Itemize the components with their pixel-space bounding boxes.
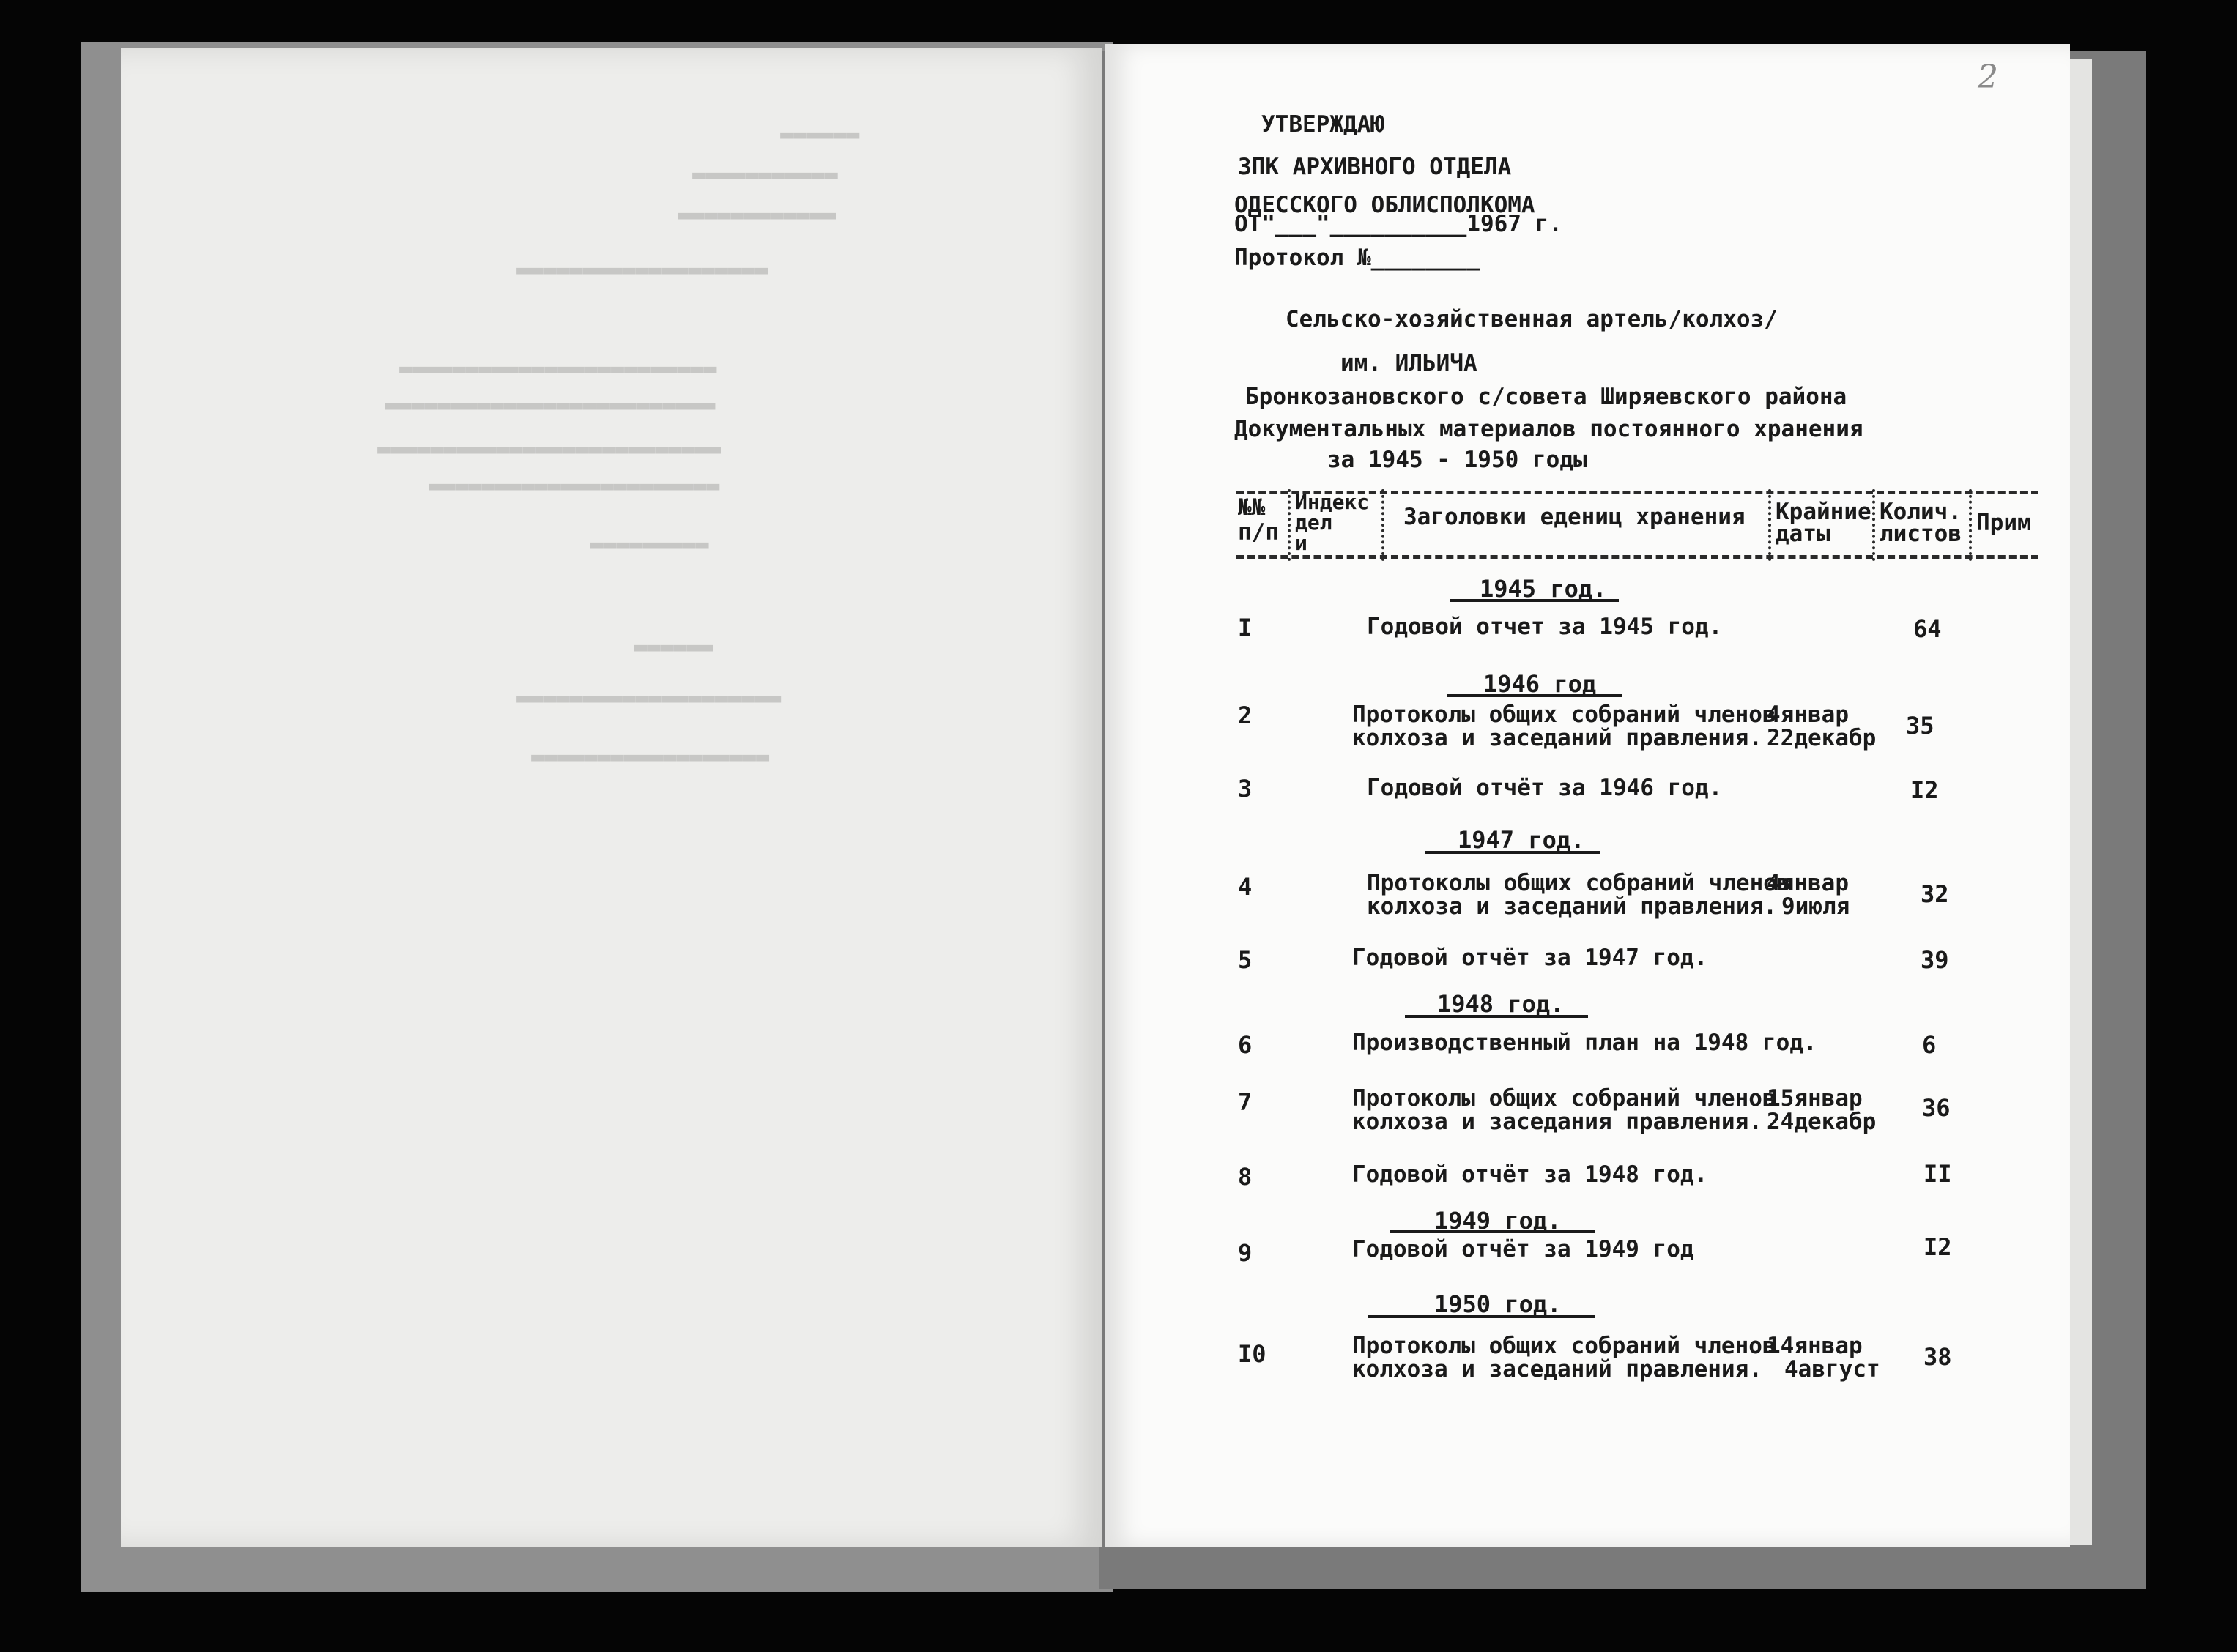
bleed-through-text: ▬▬▬▬▬▬ xyxy=(634,634,713,660)
row-sheets: 35 xyxy=(1906,712,1934,740)
row-date-end: 22декабр xyxy=(1767,725,1877,751)
page-number: 2 xyxy=(1978,59,1998,96)
row-title xyxy=(1352,1334,1776,1381)
header-number: №№ п/п xyxy=(1238,494,1279,546)
row-number: 3 xyxy=(1238,775,1253,803)
column-separator xyxy=(1288,489,1291,561)
row-date-start: 14январ xyxy=(1767,1333,1863,1359)
row-title: Годовой отчёт за 1949 год xyxy=(1352,1236,1694,1262)
row-title: Производственный план на 1948 год. xyxy=(1352,1030,1817,1056)
row-sheets: 6 xyxy=(1922,1031,1937,1059)
bleed-through-text: ▬▬▬▬▬▬▬▬▬▬▬▬▬▬▬▬▬▬▬▬▬▬ xyxy=(429,473,720,499)
header-sheets: Колич. листов xyxy=(1880,499,1962,547)
approval-line: ОТ"___"__________1967 г. xyxy=(1234,211,1562,237)
heading-line: Бронкозановского с/совета Ширяевского района xyxy=(1245,384,1847,410)
heading-line: Документальных материалов постоянного хранения xyxy=(1234,416,1863,442)
row-number: 6 xyxy=(1238,1031,1253,1059)
year-heading: 1947 год. xyxy=(1458,826,1585,854)
row-title-line: колхоза и заседания правления. xyxy=(1352,1109,1762,1135)
approval-line: Протокол №________ xyxy=(1234,245,1480,271)
bleed-through-text: ▬▬▬▬▬▬▬▬▬▬▬▬▬▬▬▬▬▬▬▬▬▬▬▬▬ xyxy=(385,392,716,418)
row-sheets: I2 xyxy=(1910,776,1939,804)
row-title-line: Протоколы общих собраний членов xyxy=(1352,1333,1776,1359)
column-separator xyxy=(1768,489,1771,561)
row-date-start: 4январ xyxy=(1767,870,1849,896)
row-sheets: 64 xyxy=(1913,615,1942,643)
row-title-line: Годовой отчет за 1945 год. xyxy=(1367,614,1723,640)
row-sheets: I2 xyxy=(1923,1233,1952,1261)
heading-line: Сельско-хозяйственная артель/колхоз/ xyxy=(1286,306,1778,332)
row-date-end: 4август xyxy=(1784,1356,1880,1383)
row-number: 2 xyxy=(1238,702,1253,729)
bleed-through-text: ▬▬▬▬▬▬▬▬▬▬▬▬▬▬▬▬▬▬▬▬ xyxy=(516,685,782,711)
row-sheets: 39 xyxy=(1921,946,1949,974)
year-heading: 1948 год. xyxy=(1437,990,1565,1018)
row-title-line: Протоколы общих собраний членов xyxy=(1367,870,1791,896)
row-sheets: 38 xyxy=(1923,1343,1952,1371)
approval-line: ЗПК АРХИВНОГО ОТДЕЛА xyxy=(1238,154,1512,180)
year-underline xyxy=(1447,694,1622,697)
row-dates xyxy=(1767,703,1876,750)
page-edge xyxy=(2070,59,2092,1545)
heading-line: им. ИЛЬИЧА xyxy=(1340,350,1477,376)
row-title: Годовой отчёт за 1948 год. xyxy=(1352,1161,1708,1188)
row-dates xyxy=(1767,1087,1876,1134)
column-separator xyxy=(1872,489,1875,561)
bleed-through-text: ▬▬▬▬▬▬ xyxy=(780,122,860,147)
row-date-end: 24декабр xyxy=(1767,1109,1877,1135)
column-separator xyxy=(1381,489,1384,561)
row-number: 5 xyxy=(1238,946,1253,974)
row-title-line: Протоколы общих собраний членов xyxy=(1352,1085,1776,1112)
table-header-bottom-rule xyxy=(1236,555,2038,559)
approval-line: ОДЕССКОГО ОБЛИСПОЛКОМА xyxy=(1234,192,1535,218)
year-heading: 1945 год. xyxy=(1480,575,1607,603)
row-number: I0 xyxy=(1238,1340,1266,1368)
left-page xyxy=(121,48,1102,1547)
year-underline xyxy=(1425,851,1600,854)
year-heading: 1949 год. xyxy=(1434,1207,1562,1235)
year-heading: 1946 год xyxy=(1483,670,1597,698)
row-number: 4 xyxy=(1238,873,1253,901)
row-sheets: 32 xyxy=(1921,880,1949,908)
row-number: 8 xyxy=(1238,1163,1253,1191)
row-title-line: колхоза и заседаний правления. xyxy=(1352,1356,1762,1383)
row-title-line: колхоза и заседаний правления. xyxy=(1367,893,1777,920)
row-dates xyxy=(1767,871,1850,918)
year-underline xyxy=(1450,599,1619,602)
row-title xyxy=(1367,871,1791,918)
row-number: 9 xyxy=(1238,1239,1253,1267)
column-separator xyxy=(1969,489,1972,561)
bleed-through-text: ▬▬▬▬▬▬▬▬▬ xyxy=(590,532,709,557)
row-title-line: колхоза и заседаний правления. xyxy=(1352,725,1762,751)
bleed-through-text: ▬▬▬▬▬▬▬▬▬▬▬▬▬▬▬▬▬▬▬▬▬▬▬▬▬▬ xyxy=(377,436,721,462)
row-date-start: 4январ xyxy=(1767,702,1849,728)
row-title-line: Годовой отчёт за 1946 год. xyxy=(1367,775,1723,801)
header-notes: Прим xyxy=(1976,510,2031,536)
year-underline xyxy=(1405,1015,1588,1018)
bleed-through-text: ▬▬▬▬▬▬▬▬▬▬▬▬ xyxy=(678,202,836,228)
row-dates xyxy=(1767,1334,1880,1381)
heading-line: за 1945 - 1950 годы xyxy=(1327,447,1587,473)
row-sheets: II xyxy=(1923,1160,1952,1188)
row-number: I xyxy=(1238,614,1253,641)
year-heading: 1950 год. xyxy=(1434,1290,1562,1318)
row-number: 7 xyxy=(1238,1088,1253,1116)
header-dates: Крайние даты xyxy=(1776,499,1871,547)
row-date-end: 9июля xyxy=(1781,893,1850,920)
row-title xyxy=(1352,1087,1776,1134)
row-title xyxy=(1352,776,1722,800)
bleed-through-text: ▬▬▬▬▬▬▬▬▬▬▬▬▬▬▬▬▬▬ xyxy=(531,744,770,770)
bleed-through-text: ▬▬▬▬▬▬▬▬▬▬▬ xyxy=(692,162,838,187)
year-underline xyxy=(1390,1230,1595,1233)
bleed-through-text: ▬▬▬▬▬▬▬▬▬▬▬▬▬▬▬▬▬▬▬▬▬▬▬▬ xyxy=(399,356,717,382)
row-title xyxy=(1352,615,1722,639)
year-underline xyxy=(1368,1315,1595,1318)
row-sheets: 36 xyxy=(1922,1094,1951,1122)
header-title: Заголовки едениц хранения xyxy=(1403,504,1746,530)
header-index: Индекс дел и xyxy=(1295,490,1370,555)
row-title xyxy=(1352,703,1776,750)
approval-line: УТВЕРЖДАЮ xyxy=(1261,111,1384,138)
bleed-through-text: ▬▬▬▬▬▬▬▬▬▬▬▬▬▬▬▬▬▬▬ xyxy=(516,257,768,283)
row-date-start: 15январ xyxy=(1767,1085,1863,1112)
row-title-line: Протоколы общих собраний членов xyxy=(1352,702,1776,728)
row-title: Годовой отчёт за 1947 год. xyxy=(1352,945,1708,971)
